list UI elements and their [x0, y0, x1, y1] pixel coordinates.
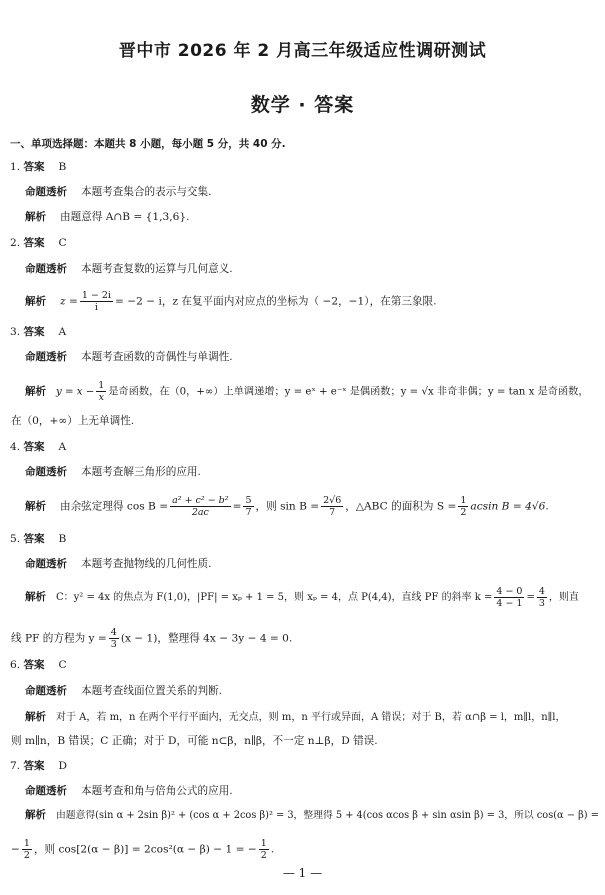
q7-number: 7.: [10, 760, 21, 772]
q7-answer: D: [58, 760, 67, 772]
q2-insight: 本题考查复数的运算与几何意义.: [81, 263, 233, 275]
q6-answer-line: [10, 658, 67, 672]
q4-analysis-post: acsin B = 4√6.: [470, 500, 549, 513]
q5-fraction-line: $\frac{4}{3}$: [110, 627, 117, 650]
insight-label: 命题透析: [25, 558, 67, 570]
q6-analysis-line: [25, 710, 565, 725]
q7-answer-line: [10, 759, 67, 773]
q2-answer-line: [10, 236, 67, 250]
q1-insight-line: [25, 185, 212, 199]
q5-answer-line: [10, 532, 66, 546]
q1-number: 1.: [10, 161, 21, 173]
exam-title: 晋中市 2026 年 2 月高三年级适应性调研测试: [118, 41, 487, 61]
analysis-label: 解析: [25, 385, 46, 398]
q4-insight-line: [25, 465, 201, 479]
analysis-label: 解析: [25, 711, 46, 723]
section-heading: 一、单项选择题：本题共 8 小题，每小题 5 分，共 40 分.: [10, 138, 286, 150]
q1-answer-line: [10, 160, 66, 174]
q5-fraction-slope: $\frac{4 - 0}{4 - 1}$: [496, 586, 523, 609]
q6-analysis-continued: 则 m∥n，B 错误；C 正确；对于 D，可能 n⊂β，n∥β，不一定 n⊥β，D 错误.: [11, 735, 378, 747]
q4-answer-line: [10, 440, 66, 454]
q1-analysis-line: [25, 210, 189, 224]
q3-insight: 本题考查函数的奇偶性与单调性.: [81, 351, 233, 363]
q2-analysis-pre: z =: [60, 295, 78, 308]
q5-answer: B: [58, 533, 67, 545]
q4-answer: A: [58, 441, 67, 453]
insight-label: 命题透析: [25, 351, 67, 363]
analysis-label: 解析: [25, 295, 46, 308]
q2-insight-line: [25, 262, 233, 276]
answer-label: 答案: [23, 760, 45, 772]
q1-insight: 本题考查集合的表示与交集.: [81, 186, 212, 198]
q6-analysis: 对于 A，若 m，n 在两个平行平面内，无交点，则 m，n 平行或异面，A 错误；对于 B，若 α∩β = l，m∥l，n∥l，: [56, 712, 566, 723]
q7-analysis: 由题意得(sin α + 2sin β)² + (cos α + 2cos β)² = 3，整理得 5 + 4(cos αcos β + sin αsin β) = 3，所以 cos(α − β) =: [56, 810, 599, 821]
q3-analysis-line: [25, 380, 589, 403]
q3-number: 3.: [10, 326, 21, 338]
answer-label: 答案: [23, 326, 45, 338]
q6-number: 6.: [10, 659, 21, 671]
q7-analysis-continued: − $\frac{1}{2}$ ，则 cos[2(α − β)] = 2cos²(α − β) − 1 = − $\frac{1}{2}$ .: [11, 838, 275, 861]
q5-fraction-4-3: $\frac{4}{3}$: [538, 586, 545, 609]
analysis-label: 解析: [25, 809, 46, 821]
q6-insight: 本题考查线面位置关系的判断.: [81, 685, 223, 697]
page-number: — 1 —: [282, 866, 323, 880]
insight-label: 命题透析: [25, 466, 67, 478]
analysis-label: 解析: [25, 591, 46, 603]
analysis-label: 解析: [25, 500, 46, 513]
q2-analysis-line: [25, 290, 437, 313]
q3-analysis-pre: y = x −: [56, 386, 95, 398]
q4-fraction-5-7: $\frac{5}{7}$: [245, 495, 252, 518]
q2-analysis-post: = −2 − i，z 在复平面内对应点的坐标为（ −2，−1），在第三象限.: [114, 295, 437, 308]
insight-label: 命题透析: [25, 263, 67, 275]
q3-analysis-post: 是奇函数，在（0，+∞）上单调递增；y = eˣ + e⁻ˣ 是偶函数；y = √x 非奇非偶；y = tan x 是奇函数，: [108, 386, 589, 398]
insight-label: 命题透析: [25, 186, 67, 198]
answer-label: 答案: [23, 533, 45, 545]
q3-fraction: $\frac{1}{x}$: [98, 380, 105, 403]
q1-answer: B: [58, 161, 67, 173]
q2-fraction: $\frac{1 - 2i}{i}$: [81, 290, 111, 313]
q7-insight-line: [25, 784, 233, 798]
q2-answer: C: [58, 237, 67, 249]
q7-fraction-half-b: $\frac{1}{2}$: [260, 838, 267, 861]
q4-analysis-line: 解析 由余弦定理得 cos B = $\frac{\text{a² + c² − b²}}{2ac}$ = $\frac{5}{7}$ ，则 sin B = $\frac{2√6}{7}$ ，△ABC 的面积为 S = $\frac{1}{2}$ acsin B = 4√6.: [25, 495, 549, 518]
q4-number: 4.: [10, 441, 21, 453]
q6-insight-line: [25, 684, 222, 698]
q4-insight: 本题考查解三角形的应用.: [81, 466, 201, 478]
q4-analysis-pre: 由余弦定理得 cos B =: [60, 500, 169, 513]
q4-fraction-sin: $\frac{2√6}{7}$: [323, 495, 342, 518]
q5-analysis-line: 解析 C：y² = 4x 的焦点为 F(1,0)，|PF| = xₚ + 1 = 5，则 xₚ = 4，点 P(4,4)，直线 PF 的斜率 k = $\frac{4 - 0}{4 - 1}$ = $\frac{4}{3}$ ，则直: [25, 586, 579, 609]
insight-label: 命题透析: [25, 785, 67, 797]
q4-fraction-cos: $\frac{\text{a² + c² − b²}}{2ac}$: [172, 495, 229, 518]
analysis-label: 解析: [25, 211, 46, 223]
q5-analysis-post: ，则直: [548, 592, 579, 603]
q3-analysis-continued: 在（0，+∞）上无单调性.: [11, 415, 135, 427]
answer-label: 答案: [23, 237, 45, 249]
insight-label: 命题透析: [25, 685, 67, 697]
q5-analysis-continued: 线 PF 的方程为 y = $\frac{4}{3}$ (x − 1)，整理得 4x − 3y − 4 = 0.: [11, 627, 293, 650]
q7-fraction-half-a: $\frac{1}{2}$: [23, 838, 30, 861]
q3-answer: A: [58, 326, 67, 338]
q2-number: 2.: [10, 237, 21, 249]
q5-analysis-pre: C：y² = 4x 的焦点为 F(1,0)，|PF| = xₚ + 1 = 5，则 xₚ = 4，点 P(4,4)，直线 PF 的斜率 k =: [56, 592, 493, 603]
q7-analysis-line: [25, 808, 599, 823]
answer-label: 答案: [23, 659, 45, 671]
answer-label: 答案: [23, 441, 45, 453]
q6-answer: C: [58, 659, 67, 671]
q3-answer-line: [10, 325, 66, 339]
q5-insight: 本题考查抛物线的几何性质.: [81, 558, 212, 570]
q1-analysis: 由题意得 A∩B = {1,3,6}.: [60, 211, 190, 223]
answer-label: 答案: [23, 161, 45, 173]
q4-fraction-half: $\frac{1}{2}$: [460, 495, 467, 518]
q3-insight-line: [25, 350, 233, 364]
q7-insight: 本题考查和角与倍角公式的应用.: [81, 785, 233, 797]
exam-subtitle: 数学 · 答案: [250, 94, 355, 116]
q5-insight-line: [25, 557, 212, 571]
q5-number: 5.: [10, 533, 21, 545]
